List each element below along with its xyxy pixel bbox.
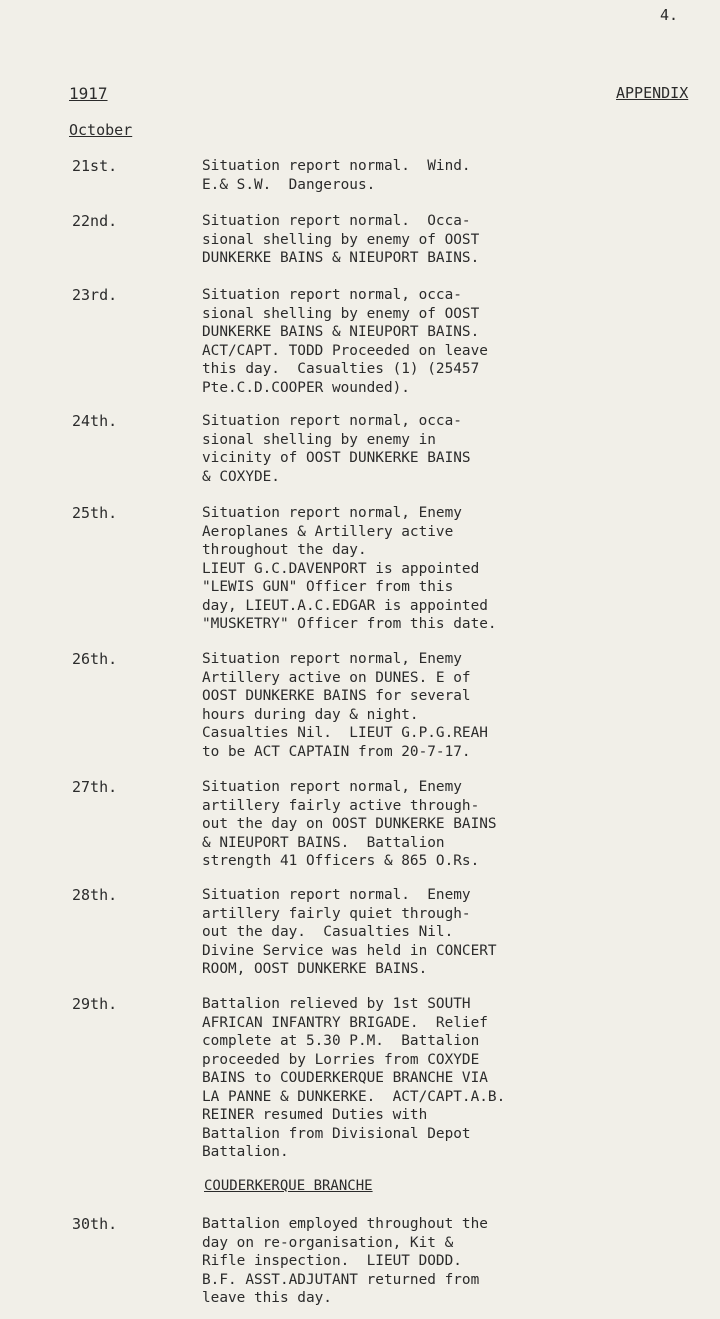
entry-text: Situation report normal. Enemy artillery fairly quiet through- out the day. Casualties Nil. Divine Service was held in CONCERT ROOM, OOST DUNKERKE BAINS. <box>202 887 497 977</box>
entry-text: Situation report normal, occa- sional shelling by enemy in vicinity of OOST DUNKERKE BAINS & COXYDE. <box>202 413 471 485</box>
entry-text: Battalion employed throughout the day on re-organisation, Kit & Rifle inspection. LIEUT DODD. B.F. ASST.ADJUTANT returned from leave this day. <box>202 1216 488 1306</box>
entry-text: Situation report normal, Enemy artillery fairly active through- out the day on OOST DUNKERKE BAINS & NIEUPORT BAINS. Battalion strength 41 Officers & 865 O.Rs. <box>202 779 497 869</box>
page-number: 4. <box>660 6 679 24</box>
month-heading: October <box>69 121 133 139</box>
appendix-label: APPENDIX <box>616 84 689 102</box>
entry-date: 23rd. <box>72 286 118 304</box>
entry-text: Situation report normal, Enemy Artillery active on DUNES. E of OOST DUNKERKE BAINS for several hours during day & night. Casualties Nil. LIEUT G.P.G.REAH to be ACT CAPTAIN from 20-7-17. <box>202 651 488 760</box>
entry-text: Situation report normal, occa- sional shelling by enemy of OOST DUNKERKE BAINS & NIEUPORT BAINS. ACT/CAPT. TODD Proceeded on leave this day. Casualties (1) (25457 Pte.C.D.COOPER wounded). <box>202 287 488 396</box>
entry-date: 24th. <box>72 412 118 430</box>
year-heading: 1917 <box>69 84 108 103</box>
entry-text: Situation report normal. Wind. E.& S.W. Dangerous. <box>202 158 471 193</box>
entry-date: 22nd. <box>72 212 118 230</box>
entry-date: 25th. <box>72 504 118 522</box>
entry-date: 28th. <box>72 886 118 904</box>
entry-date: 21st. <box>72 157 118 175</box>
entry-text: Battalion relieved by 1st SOUTH AFRICAN INFANTRY BRIGADE. Relief complete at 5.30 P.M. Battalion proceeded by Lorries from COXYDE BAINS to COUDERKERQUE BRANCHE VIA LA PANNE & DUNKERKE. ACT/CAPT.A.B. REINER resumed Duties with Battalion from Divisional Depot Battalion. <box>202 996 506 1160</box>
location-heading: COUDERKERQUE BRANCHE <box>204 1178 373 1194</box>
entry-date: 29th. <box>72 995 118 1013</box>
entry-text: Situation report normal, Enemy Aeroplanes & Artillery active throughout the day. LIEUT G.C.DAVENPORT is appointed "LEWIS GUN" Officer from this day, LIEUT.A.C.EDGAR is appointed "MUSKETRY" Officer from this date. <box>202 505 497 632</box>
entry-text: Situation report normal. Occa- sional shelling by enemy of OOST DUNKERKE BAINS & NIEUPORT BAINS. <box>202 213 480 266</box>
entry-date: 26th. <box>72 650 118 668</box>
entry-date: 30th. <box>72 1215 118 1233</box>
entry-date: 27th. <box>72 778 118 796</box>
